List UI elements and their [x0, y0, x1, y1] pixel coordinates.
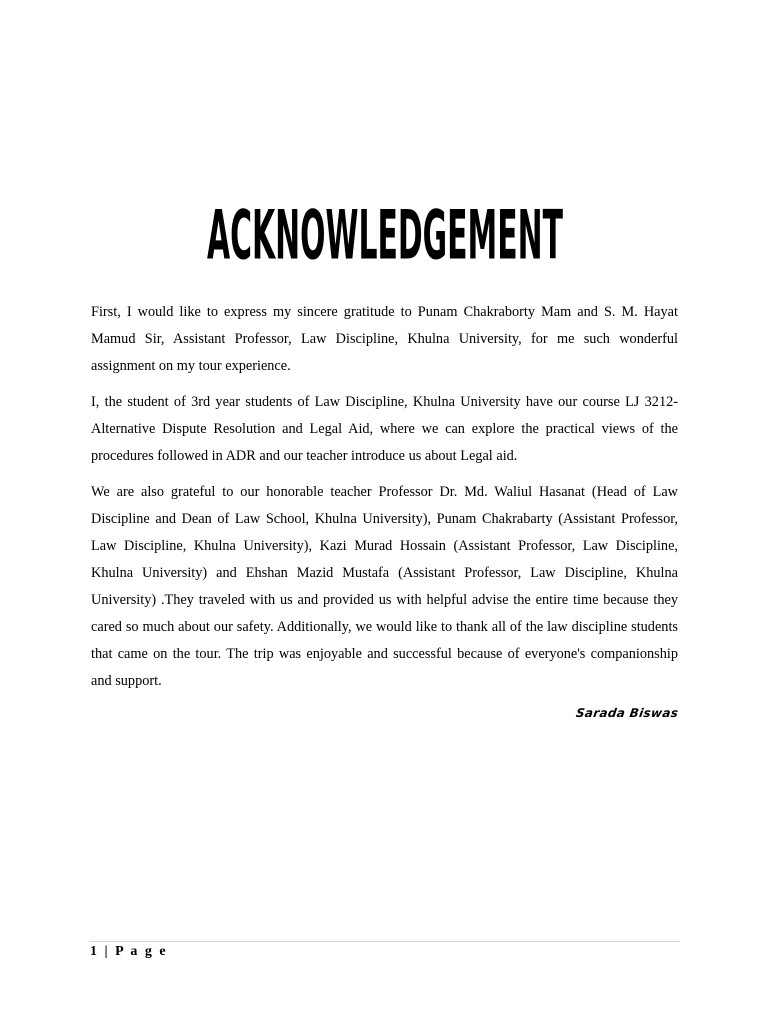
- footer-divider: [89, 941, 680, 942]
- signature: Sarada Biswas: [574, 706, 679, 720]
- page-label: P a g e: [115, 944, 168, 959]
- acknowledgement-body: [91, 299, 678, 704]
- paragraph-course: I, the student of 3rd year students of Law Discipline, Khulna University have our course LJ 3212-Alternative Dispute Resolution and Legal Aid, where we can explore the practical views of the procedures followed in ADR and our teacher introduce us about Legal aid.: [91, 394, 678, 464]
- paragraph-gratitude: First, I would like to express my sincere gratitude to Punam Chakraborty Mam and S. M. Hayat Mamud Sir, Assistant Professor, Law Discipline, Khulna University, for me such wonderful assignment on my tour experience.: [91, 304, 678, 374]
- page-title: ACKNOWLEDGEMENT: [207, 196, 563, 276]
- page-footer: [90, 944, 168, 960]
- page-number: 1: [90, 944, 99, 959]
- title-wordart: [200, 178, 570, 276]
- page-separator: |: [99, 944, 116, 959]
- paragraph-teachers: We are also grateful to our honorable teacher Professor Dr. Md. Waliul Hasanat (Head of Law Discipline and Dean of Law School, Khulna University), Punam Chakrabarty (Assistant Professor, Law Discipline, Khulna University), Kazi Murad Hossain (Assistant Professor, Law Discipline, Khulna University) and Ehshan Mazid Mustafa (Assistant Professor, Law Discipline, Khulna University) .They traveled with us and provided us with helpful advise the entire time because they cared so much about our safety. Additionally, we would like to thank all of the law discipline students that came on the tour. The trip was enjoyable and successful because of everyone's companionship and support.: [91, 484, 678, 689]
